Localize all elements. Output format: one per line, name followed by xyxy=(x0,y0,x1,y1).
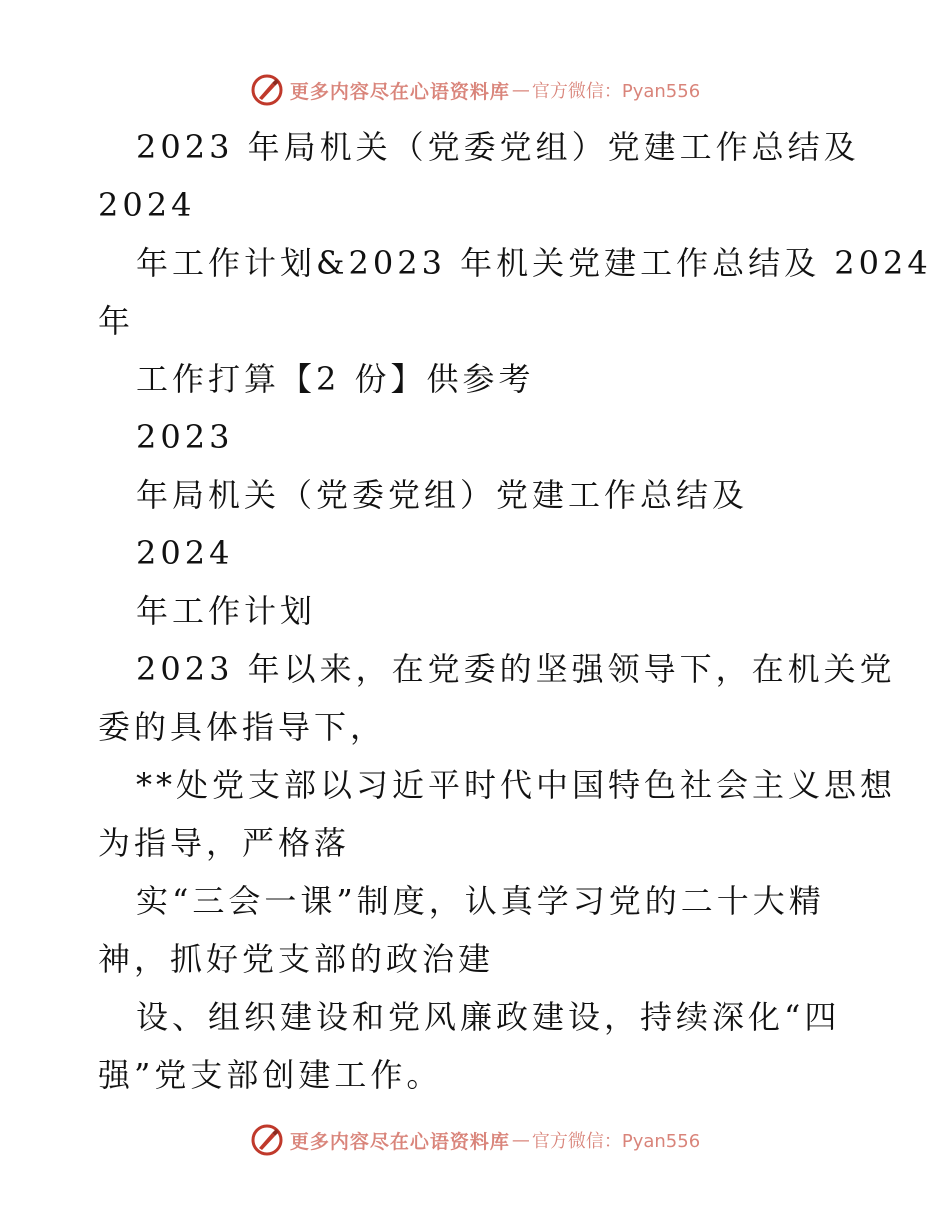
doc-line-4: 年 xyxy=(98,302,135,340)
doc-line-7: 年局机关（党委党组）党建工作总结及 xyxy=(136,476,749,514)
watermark-separator: — xyxy=(511,1129,530,1151)
doc-line-16: 设、组织建设和党风廉政建设，持续深化“四 xyxy=(136,998,841,1036)
doc-line-3: 年工作计划&2023 年机关党建工作总结及 2024 xyxy=(136,244,932,282)
watermark-text: 更多内容尽在心语资料库 xyxy=(289,80,510,103)
doc-line-10: 2023 年以来，在党委的坚强领导下，在机关党 xyxy=(136,650,896,688)
doc-line-17: 强”党支部创建工作。 xyxy=(98,1056,443,1094)
pen-logo-icon xyxy=(250,73,284,107)
pen-logo-icon xyxy=(250,1123,284,1157)
watermark-separator: — xyxy=(511,79,530,101)
watermark-contact: 官方微信：Pyan556 xyxy=(531,81,701,102)
doc-line-14: 实“三会一课”制度，认真学习党的二十大精 xyxy=(136,882,825,920)
doc-line-13: 为指导，严格落 xyxy=(98,824,351,862)
watermark-contact: 官方微信：Pyan556 xyxy=(531,1131,701,1152)
doc-line-6: 2023 xyxy=(136,418,234,456)
doc-line-8: 2024 xyxy=(136,534,234,572)
doc-line-12: **处党支部以习近平时代中国特色社会主义思想 xyxy=(136,766,897,804)
doc-line-9: 年工作计划 xyxy=(136,592,317,630)
doc-line-2: 2024 xyxy=(98,186,196,224)
watermark-text: 更多内容尽在心语资料库 xyxy=(289,1130,510,1153)
doc-line-15: 神，抓好党支部的政治建 xyxy=(98,940,495,978)
footer-watermark xyxy=(0,1120,950,1160)
doc-line-1: 2023 年局机关（党委党组）党建工作总结及 xyxy=(136,128,860,166)
document-body xyxy=(98,118,932,1104)
doc-line-5: 工作打算【2 份】供参考 xyxy=(136,360,535,398)
doc-line-11: 委的具体指导下， xyxy=(98,708,387,746)
header-watermark xyxy=(0,70,950,110)
